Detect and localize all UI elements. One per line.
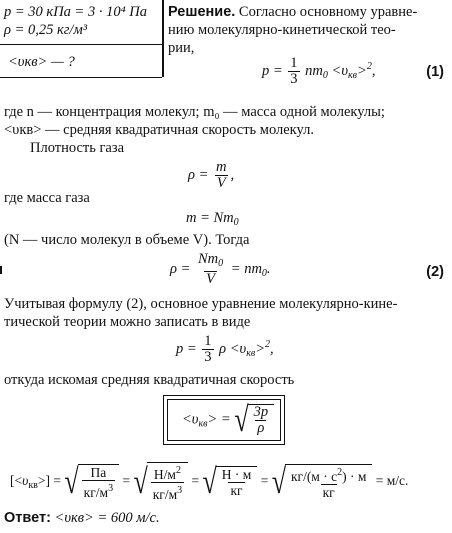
given-divider-horizontal: [0, 44, 162, 45]
use-line1: Учитывая формулу (2), основное уравнение молекулярно-кине-: [4, 296, 398, 312]
solution-label: Решение.: [168, 4, 236, 20]
margin-mark: [0, 266, 2, 274]
given-density: ρ = 0,25 кг/м³: [4, 22, 88, 38]
equation-1-number: (1): [426, 64, 444, 80]
units-result: = м/с.: [375, 473, 409, 489]
given-unknown: <υкв> — ?: [8, 54, 75, 70]
mass-text: где масса газа: [4, 190, 90, 206]
units-check: $[<\upsilon_{кв}>]$ = √ $\frac{Па}{кг/м^3}$ = √ $\frac{Н/м^2}{кг/м^3}$ = √ $\frac{Н \cdot м}{кг}$ = √ $\frac{кг/(м \cdot с^2) \cdot м}{кг}$ = м/с.: [10, 461, 409, 502]
solution-intro-line1: [168, 4, 417, 21]
solution-intro-text1: Согласно основному уравне-: [238, 4, 418, 20]
mass-formula: $m = Nm_0$: [186, 210, 239, 228]
density-text: Плотность газа: [30, 140, 125, 156]
given-divider-vertical: [162, 0, 164, 77]
whence-text: откуда искомая средняя квадратичная скорость: [4, 372, 295, 388]
equation-3: p = $\frac{1}{3}$ $\rho <\upsilon_{кв}>^2$,: [176, 333, 274, 365]
answer-label: Ответ:: [4, 510, 51, 526]
definition-line1: где n — концентрация молекул; m₀ — масса одной молекулы;: [4, 104, 385, 120]
solution-intro-line3: рии,: [168, 40, 195, 56]
definition-line2: <υкв> — средняя квадратичная скорость молекул.: [4, 122, 314, 138]
n-text: (N — число молекул в объеме V). Тогда: [4, 232, 250, 248]
solution-intro-line2: нию молекулярно-кинетической тео-: [168, 22, 396, 38]
result-formula: $<\upsilon_{кв}>$ = √ $\frac{3p}{\rho}$: [182, 404, 274, 436]
equation-2: ρ = $\frac{Nm_0}{V}$ = $nm_0$.: [170, 251, 271, 287]
equation-2-number: (2): [426, 264, 444, 280]
density-formula: ρ = $\frac{m}{V}$ ,: [188, 159, 235, 191]
answer-value: <υкв> = 600 м/с.: [54, 510, 160, 526]
equation-1: p = $\frac{1}{3}$ $nm_0 <\upsilon_{кв}>^2$,: [262, 55, 376, 87]
answer-line: [4, 510, 160, 527]
given-pressure: p = 30 кПа = 3 · 10⁴ Па: [4, 4, 147, 20]
use-line2: тической теории можно записать в виде: [4, 314, 251, 330]
given-bottom-line: [0, 77, 162, 78]
